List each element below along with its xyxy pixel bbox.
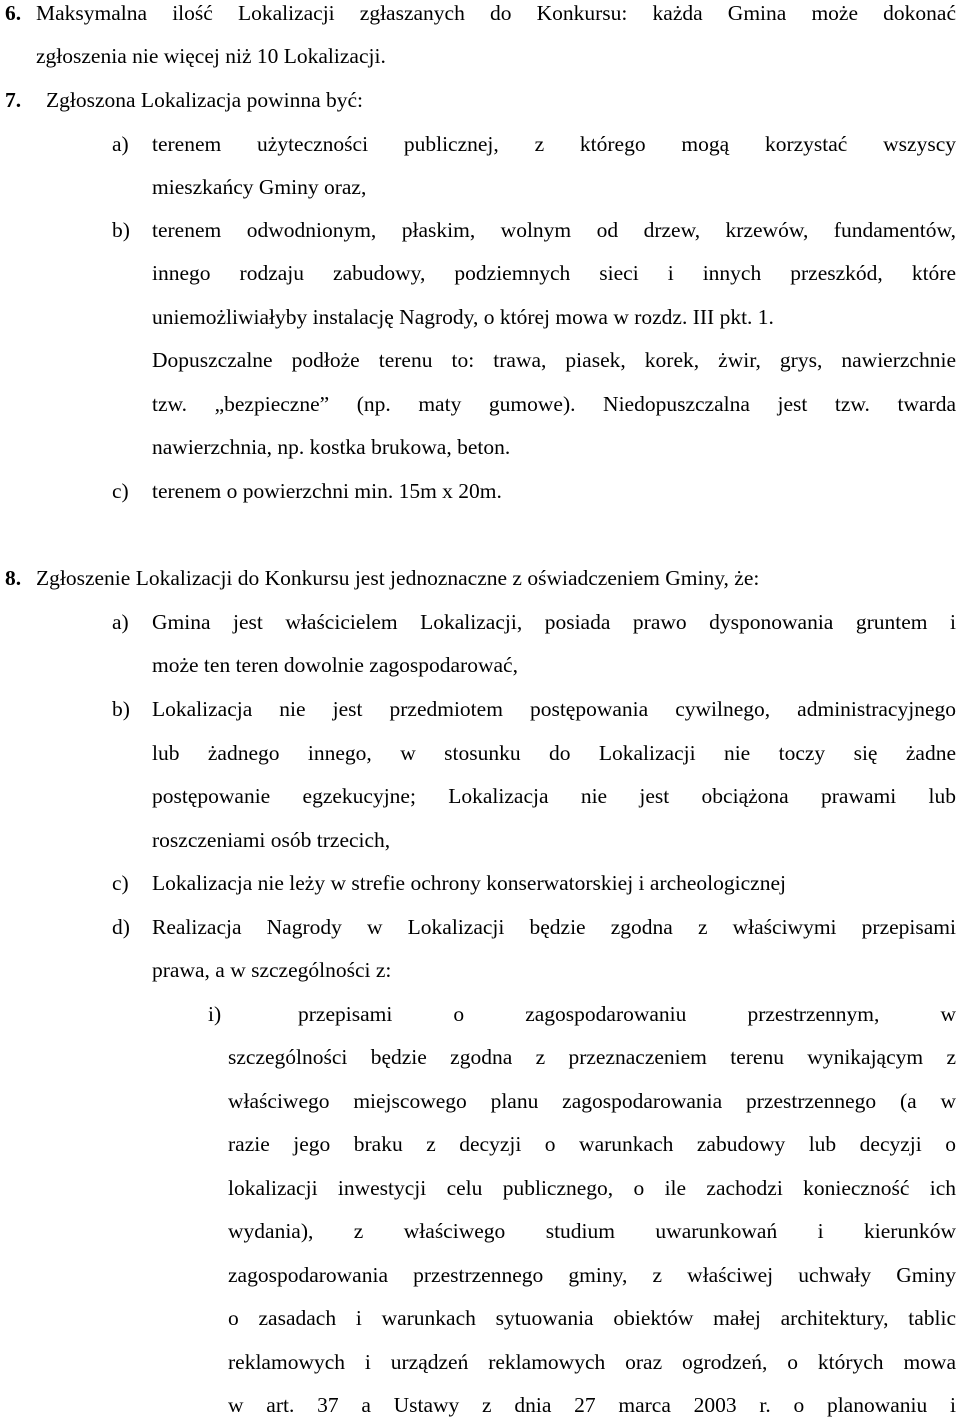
list-item-line: Lokalizacja nie leży w strefie ochrony konserwatorskiej i archeologicznej bbox=[152, 871, 786, 895]
list-item-line: terenem o powierzchni min. 15m x 20m. bbox=[152, 479, 502, 503]
list-item-line: terenem użyteczności publicznej, z którego mogą korzystać wszyscy bbox=[152, 132, 956, 156]
paragraph-line: Maksymalna ilość Lokalizacji zgłaszanych do Konkursu: każda Gmina może dokonać bbox=[36, 1, 956, 25]
list-item-line: prawa, a w szczególności z: bbox=[152, 958, 392, 982]
section-intro: Zgłoszona Lokalizacja powinna być: bbox=[46, 88, 364, 112]
sublist-item-line: przepisami o zagospodarowaniu przestrzennym, w bbox=[298, 1002, 956, 1026]
list-item-line: Gmina jest właścicielem Lokalizacji, posiada prawo dysponowania gruntem i bbox=[152, 610, 956, 634]
list-item-line: Lokalizacja nie jest przedmiotem postępowania cywilnego, administracyjnego bbox=[152, 697, 956, 721]
sublist-item-line: lokalizacji inwestycji celu publicznego, o ile zachodzi konieczność ich bbox=[228, 1176, 956, 1200]
list-label: c) bbox=[112, 871, 129, 895]
list-label: d) bbox=[112, 915, 130, 939]
sublist-item-line: razie jego braku z decyzji o warunkach zabudowy lub decyzji o bbox=[228, 1132, 956, 1156]
sublist-item-line: właściwego miejscowego planu zagospodarowania przestrzennego (a w bbox=[228, 1089, 956, 1113]
sublist-item-line: w art. 37 a Ustawy z dnia 27 marca 2003 r. o planowaniu i bbox=[228, 1393, 956, 1417]
section-number: 6. bbox=[5, 1, 22, 25]
list-item-line: uniemożliwiałyby instalację Nagrody, o której mowa w rozdz. III pkt. 1. bbox=[152, 305, 774, 329]
list-item-line: Dopuszczalne podłoże terenu to: trawa, piasek, korek, żwir, grys, nawierzchnie bbox=[152, 348, 956, 372]
section-number: 7. bbox=[5, 88, 22, 112]
sublist-item-line: wydania), z właściwego studium uwarunkowań i kierunków bbox=[228, 1219, 956, 1243]
section-intro: Zgłoszenie Lokalizacji do Konkursu jest jednoznaczne z oświadczeniem Gminy, że: bbox=[36, 566, 760, 590]
list-item-line: terenem odwodnionym, płaskim, wolnym od drzew, krzewów, fundamentów, bbox=[152, 218, 956, 242]
sublist-label: i) bbox=[208, 1002, 222, 1026]
list-item-line: Realizacja Nagrody w Lokalizacji będzie zgodna z właściwymi przepisami bbox=[152, 915, 956, 939]
list-label: b) bbox=[112, 697, 130, 721]
sublist-item-line: szczególności będzie zgodna z przeznaczeniem terenu wynikającym z bbox=[228, 1045, 956, 1069]
sublist-item-line: o zasadach i warunkach sytuowania obiektów małej architektury, tablic bbox=[228, 1306, 956, 1330]
list-item-line: tzw. „bezpieczne” (np. maty gumowe). Niedopuszczalna jest tzw. twarda bbox=[152, 392, 956, 416]
section-number: 8. bbox=[5, 566, 22, 590]
list-label: a) bbox=[112, 132, 129, 156]
paragraph-line: zgłoszenia nie więcej niż 10 Lokalizacji. bbox=[36, 44, 386, 68]
list-item-line: może ten teren dowolnie zagospodarować, bbox=[152, 653, 518, 677]
list-item-line: lub żadnego innego, w stosunku do Lokalizacji nie toczy się żadne bbox=[152, 741, 956, 765]
list-item-line: roszczeniami osób trzecich, bbox=[152, 828, 391, 852]
list-label: c) bbox=[112, 479, 129, 503]
sublist-item-line: zagospodarowania przestrzennego gminy, z właściwej uchwały Gminy bbox=[228, 1263, 956, 1287]
sublist-item-line: reklamowych i urządzeń reklamowych oraz ogrodzeń, o których mowa bbox=[228, 1350, 956, 1374]
list-item-line: innego rodzaju zabudowy, podziemnych sieci i innych przeszkód, które bbox=[152, 261, 956, 285]
list-item-line: nawierzchnia, np. kostka brukowa, beton. bbox=[152, 435, 511, 459]
list-label: b) bbox=[112, 218, 130, 242]
list-item-line: mieszkańcy Gminy oraz, bbox=[152, 175, 367, 199]
list-label: a) bbox=[112, 610, 129, 634]
list-item-line: postępowanie egzekucyjne; Lokalizacja nie jest obciążona prawami lub bbox=[152, 784, 956, 808]
